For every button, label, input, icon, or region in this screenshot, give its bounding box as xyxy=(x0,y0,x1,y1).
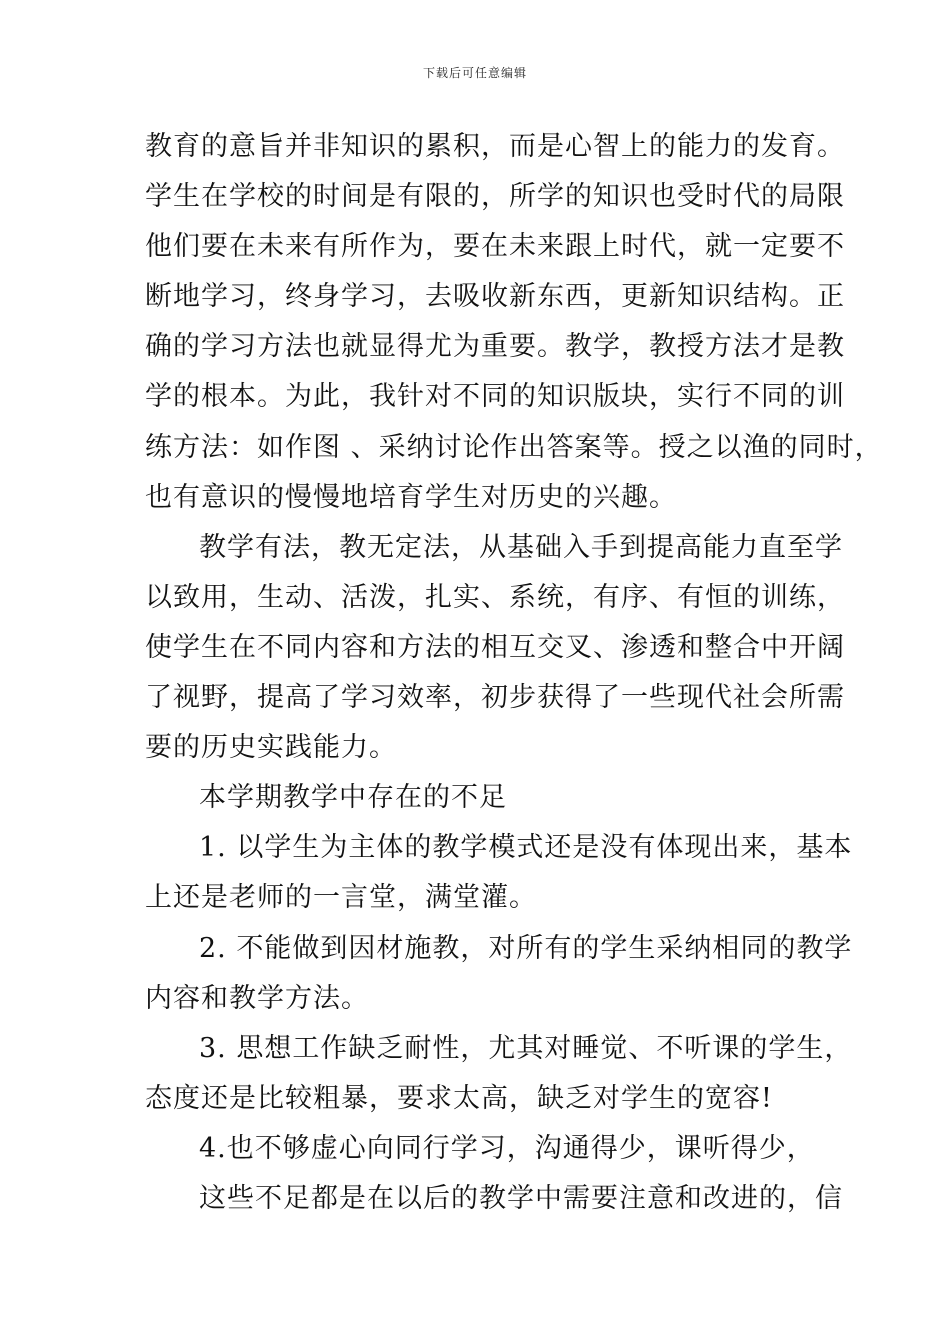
text-line-13: 要的历史实践能力。 xyxy=(145,732,397,764)
list-item-1-cont: 上还是老师的一言堂，满堂灌。 xyxy=(145,882,537,914)
list-item-4: 4.也不够虚心向同行学习，沟通得少，课听得少， xyxy=(199,1132,815,1164)
text-line-10: 以致用，生动、活泼，扎实、系统，有序、有恒的训练， xyxy=(145,581,845,613)
text-line-7: 练方法：如作图 、采纳讨论作出答案等。授之以渔的同时， xyxy=(145,431,883,463)
list-item-2-cont: 内容和教学方法。 xyxy=(145,982,369,1014)
text-line-9: 教学有法，教无定法，从基础入手到提高能力直至学 xyxy=(199,531,843,563)
document-body xyxy=(145,122,883,1224)
text-line-11: 使学生在不同内容和方法的相互交叉、渗透和整合中开阔 xyxy=(145,631,845,663)
text-line-1: 教育的意旨并非知识的累积，而是心智上的能力的发育。 xyxy=(145,131,845,162)
list-item-1: 1. 以学生为主体的教学模式还是没有体现出来，基本 xyxy=(199,832,853,864)
list-item-3: 3. 思想工作缺乏耐性，尤其对睡觉、不听课的学生， xyxy=(199,1032,853,1064)
text-line-3: 他们要在未来有所作为，要在未来跟上时代，就一定要不 xyxy=(145,231,845,263)
text-line-12: 了视野，提高了学习效率，初步获得了一些现代社会所需 xyxy=(145,682,845,714)
text-line-8: 也有意识的慢慢地培育学生对历史的兴趣。 xyxy=(145,481,677,513)
text-line-6: 学的根本。为此，我针对不同的知识版块，实行不同的训 xyxy=(145,381,845,413)
page-header-note: 下载后可任意编辑 xyxy=(422,66,527,80)
text-line-4: 断地学习，终身学习，去吸收新东西，更新知识结构。正 xyxy=(145,281,845,313)
section-heading-shortcomings: 本学期教学中存在的不足 xyxy=(199,782,507,814)
text-line-2: 学生在学校的时间是有限的，所学的知识也受时代的局限 xyxy=(145,181,845,213)
text-line-closing: 这些不足都是在以后的教学中需要注意和改进的，信 xyxy=(199,1182,843,1214)
list-item-3-cont: 态度还是比较粗暴，要求太高，缺乏对学生的宽容! xyxy=(145,1082,773,1114)
list-item-2: 2. 不能做到因材施教，对所有的学生采纳相同的教学 xyxy=(199,932,853,964)
text-line-5: 确的学习方法也就显得尤为重要。教学，教授方法才是教 xyxy=(145,331,845,363)
